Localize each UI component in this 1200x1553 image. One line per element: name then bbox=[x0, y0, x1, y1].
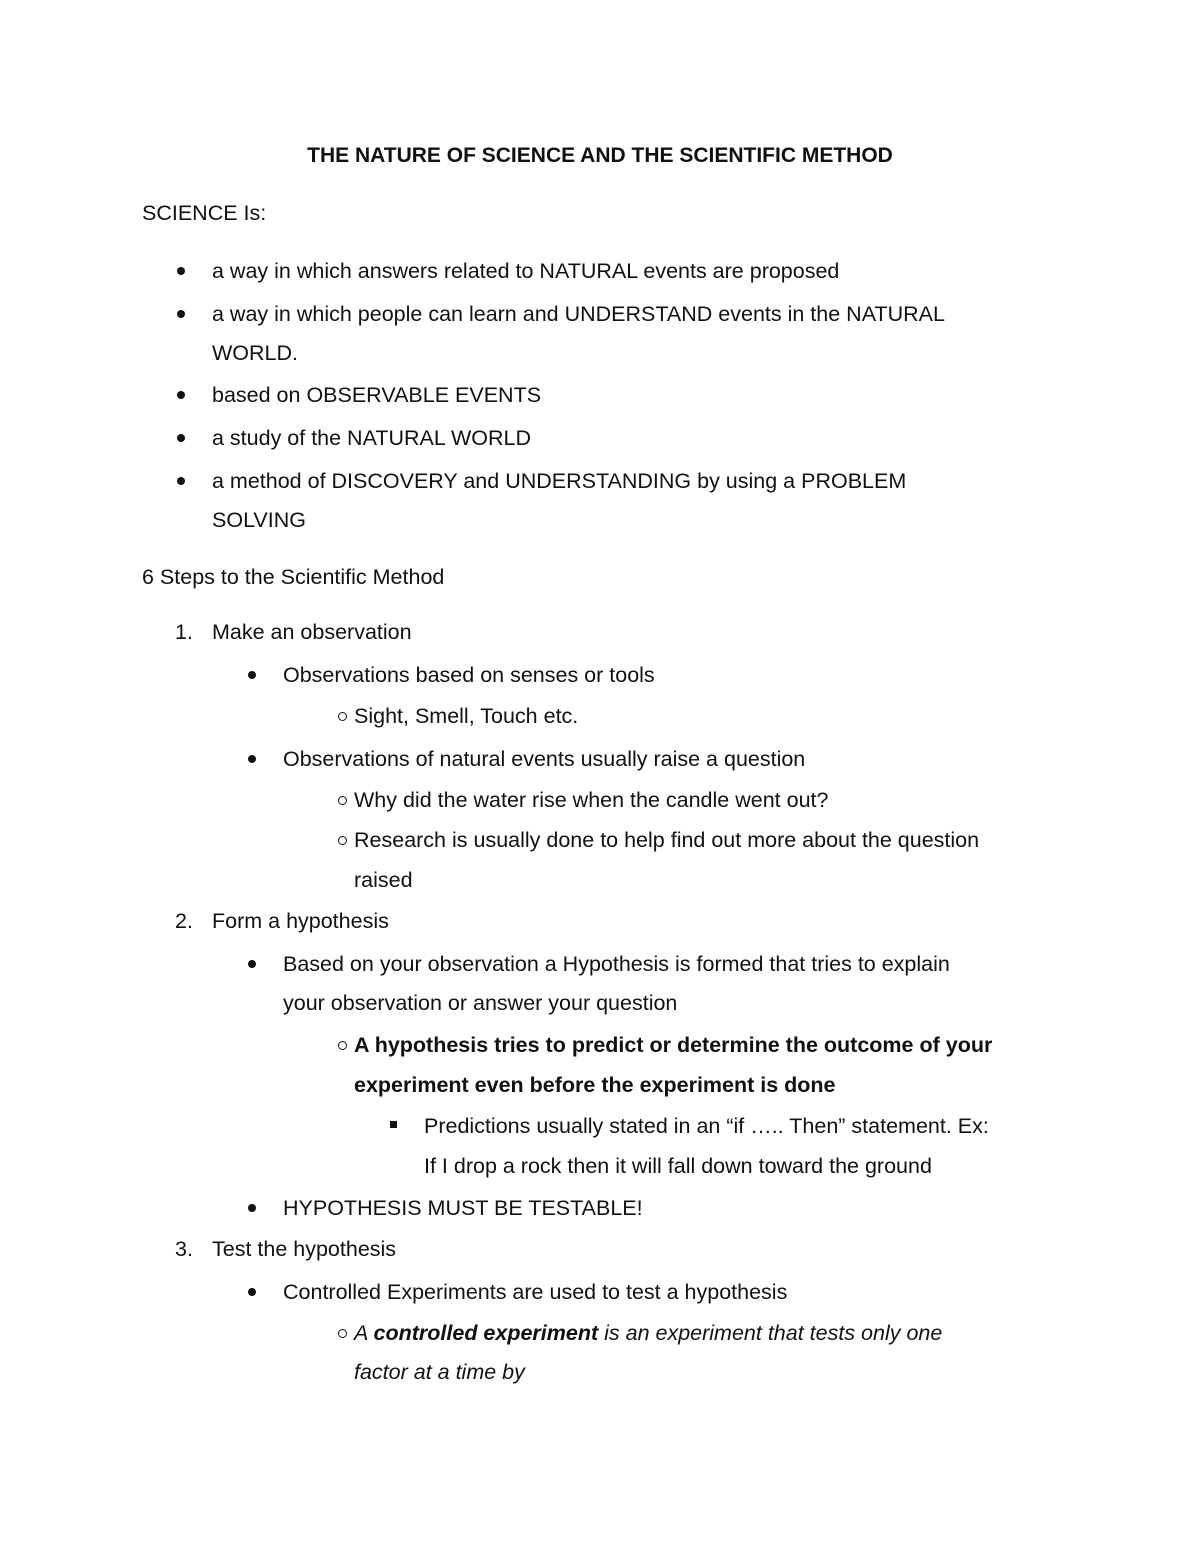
bullet-icon bbox=[177, 477, 185, 485]
step-bullet: Observations of natural events usually raise a question bbox=[283, 747, 806, 771]
sub-bullet-bold-continued: experiment even before the experiment is done bbox=[354, 1073, 836, 1097]
science-item: a way in which answers related to NATURAL events are proposed bbox=[212, 259, 840, 283]
circle-bullet-icon bbox=[338, 1041, 347, 1050]
step-number: 2. bbox=[175, 909, 193, 933]
step-number: 1. bbox=[175, 620, 193, 644]
sub-sub-bullet-continued: If I drop a rock then it will fall down toward the ground bbox=[424, 1154, 932, 1178]
step-label: Form a hypothesis bbox=[212, 909, 389, 933]
science-item: a way in which people can learn and UNDERSTAND events in the NATURAL bbox=[212, 302, 945, 326]
document-title: THE NATURE OF SCIENCE AND THE SCIENTIFIC METHOD bbox=[307, 144, 893, 167]
circle-bullet-icon bbox=[338, 796, 347, 805]
sub-bullet: Sight, Smell, Touch etc. bbox=[354, 704, 579, 728]
science-item-continued: SOLVING bbox=[212, 508, 306, 532]
bullet-icon bbox=[177, 267, 185, 275]
bullet-icon bbox=[177, 391, 185, 399]
circle-bullet-icon bbox=[338, 712, 347, 721]
circle-bullet-icon bbox=[338, 836, 347, 845]
sub-bullet-continued: raised bbox=[354, 868, 413, 892]
text-run: A bbox=[354, 1321, 374, 1345]
step-bullet: Controlled Experiments are used to test a hypothesis bbox=[283, 1280, 788, 1304]
step-bullet: HYPOTHESIS MUST BE TESTABLE! bbox=[283, 1196, 643, 1220]
science-item-continued: WORLD. bbox=[212, 341, 298, 365]
science-heading: SCIENCE Is: bbox=[142, 201, 267, 225]
science-item: a study of the NATURAL WORLD bbox=[212, 426, 532, 450]
sub-bullet: Why did the water rise when the candle went out? bbox=[354, 788, 829, 812]
science-item: a method of DISCOVERY and UNDERSTANDING by using a PROBLEM bbox=[212, 469, 907, 493]
science-item: based on OBSERVABLE EVENTS bbox=[212, 383, 542, 407]
bullet-icon bbox=[248, 960, 256, 968]
bullet-icon bbox=[177, 434, 185, 442]
square-bullet-icon bbox=[390, 1121, 397, 1128]
sub-bullet-italic bbox=[354, 1318, 942, 1348]
steps-heading: 6 Steps to the Scientific Method bbox=[142, 565, 445, 589]
bullet-icon bbox=[248, 1288, 256, 1296]
bullet-icon bbox=[248, 1204, 256, 1212]
bullet-icon bbox=[248, 671, 256, 679]
bullet-icon bbox=[248, 755, 256, 763]
step-bullet: Observations based on senses or tools bbox=[283, 663, 655, 687]
step-number: 3. bbox=[175, 1237, 193, 1261]
text-run: is an experiment that tests only one bbox=[598, 1321, 943, 1345]
bullet-icon bbox=[177, 310, 185, 318]
text-run-bold: controlled experiment bbox=[373, 1321, 599, 1345]
step-bullet: Based on your observation a Hypothesis is formed that tries to explain bbox=[283, 952, 950, 976]
sub-bullet-italic-continued: factor at a time by bbox=[354, 1360, 525, 1384]
circle-bullet-icon bbox=[338, 1329, 347, 1338]
step-bullet-continued: your observation or answer your question bbox=[283, 991, 678, 1015]
sub-bullet-bold: A hypothesis tries to predict or determine the outcome of your bbox=[354, 1033, 993, 1057]
sub-sub-bullet: Predictions usually stated in an “if ….. Then” statement. Ex: bbox=[424, 1114, 989, 1138]
step-label: Make an observation bbox=[212, 620, 412, 644]
step-label: Test the hypothesis bbox=[212, 1237, 397, 1261]
sub-bullet: Research is usually done to help find out more about the question bbox=[354, 828, 980, 852]
